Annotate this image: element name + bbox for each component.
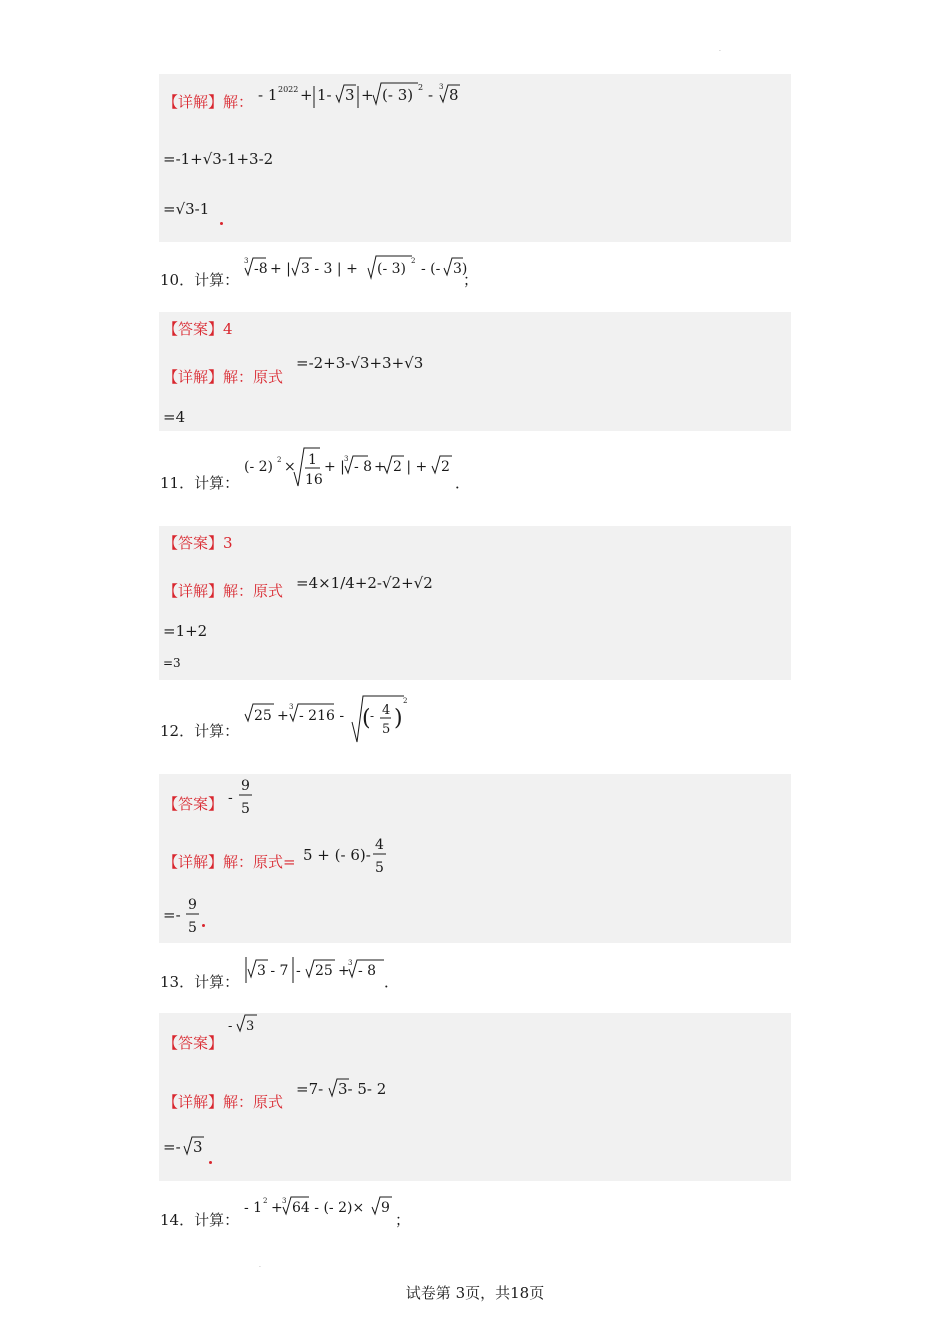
- item10-expression: [244, 254, 474, 288]
- svg-text:5: 5: [382, 722, 391, 737]
- svg-text:5: 5: [188, 920, 197, 936]
- item12-detail-expression: [303, 834, 403, 878]
- item13-answer-line: [163, 1032, 223, 1053]
- svg-text:=-: =-: [163, 1138, 181, 1156]
- svg-text:-: -: [228, 1019, 233, 1034]
- item12-answer-value: [228, 776, 258, 820]
- margin-mark: .: [259, 1262, 261, 1269]
- svg-text:(- 3): (- 3): [377, 261, 407, 277]
- svg-text:- 216 -: - 216 -: [299, 708, 345, 724]
- item13-detail-line: [163, 1091, 283, 1112]
- item9-step2: =√3-1: [163, 200, 210, 218]
- detail-label: 【详解】: [163, 93, 224, 111]
- svg-text:-: -: [428, 86, 434, 104]
- svg-text:9: 9: [241, 778, 250, 794]
- svg-text:+: +: [361, 86, 374, 104]
- item13-answer-value: [228, 1012, 268, 1038]
- detail-label: 【详解】: [163, 582, 224, 600]
- svg-text:×: ×: [284, 459, 296, 475]
- svg-text:1-: 1-: [317, 86, 332, 104]
- original-label: 原式: [253, 853, 284, 871]
- detail-label: 【详解】: [163, 368, 224, 386]
- item11-detail-line: [163, 580, 283, 601]
- svg-text:5 + (- 6)-: 5 + (- 6)-: [303, 846, 371, 864]
- item14-end: ；: [395, 1211, 411, 1229]
- svg-text:25: 25: [315, 963, 333, 979]
- svg-text:+: +: [338, 963, 350, 979]
- margin-mark: .: [719, 46, 721, 53]
- svg-text:- 8: - 8: [354, 459, 373, 475]
- original-label: 原式: [253, 582, 284, 600]
- solve-label: 解：: [223, 1093, 254, 1111]
- svg-text:(: (: [362, 706, 371, 731]
- item10-number: 10．计算：: [160, 271, 240, 289]
- svg-text:2 | +: 2 | +: [393, 459, 428, 475]
- item10-detail-line: [163, 366, 283, 387]
- item14-number: 14．计算：: [160, 1211, 240, 1229]
- svg-text:2: 2: [403, 697, 408, 705]
- item13-end: ．: [384, 973, 400, 991]
- item14-expression: [244, 1192, 404, 1222]
- item11-step1: =1+2: [163, 622, 208, 640]
- answer-label: 【答案】: [163, 534, 224, 552]
- item10-step1: =4: [163, 408, 186, 426]
- svg-text:8: 8: [449, 86, 459, 104]
- detail-label: 【详解】: [163, 853, 224, 871]
- item10-end: ；: [463, 271, 479, 289]
- svg-text:2: 2: [418, 83, 424, 92]
- item12-expression: [244, 692, 424, 748]
- svg-text:- 8: - 8: [358, 963, 377, 979]
- svg-text:-8: -8: [254, 261, 268, 277]
- svg-text:(- 2): (- 2): [244, 459, 274, 475]
- svg-text:=-: =-: [163, 906, 181, 924]
- svg-text:3: 3: [244, 257, 249, 265]
- item11-detail-expression: =4×1/4+2-√2+√2: [296, 574, 433, 592]
- svg-text:+ |: + |: [324, 459, 345, 475]
- svg-text:9: 9: [188, 897, 197, 913]
- svg-text:+: +: [374, 459, 386, 475]
- item13-number: 13．计算：: [160, 973, 240, 991]
- item12-answer-line: [163, 793, 223, 814]
- svg-text:2: 2: [277, 456, 282, 464]
- svg-text:-: -: [296, 963, 301, 979]
- svg-text:2: 2: [441, 459, 450, 475]
- answer-value: 3: [223, 534, 233, 552]
- item11-answer-box: [159, 526, 791, 680]
- item10-answer-line: [163, 318, 233, 339]
- solve-label: 解：: [223, 853, 254, 871]
- svg-text:3: 3: [344, 455, 349, 463]
- svg-text:-: -: [370, 709, 375, 723]
- svg-text:3: 3: [345, 86, 355, 104]
- red-period: [202, 924, 205, 927]
- item9-step1: =-1+√3-1+3-2: [163, 150, 274, 168]
- svg-text:2: 2: [411, 257, 416, 265]
- svg-text:-: -: [228, 790, 233, 806]
- item13-detail-expression: [296, 1074, 406, 1102]
- svg-text:=7-: =7-: [296, 1080, 324, 1098]
- solve-label: 解：: [223, 368, 254, 386]
- svg-text:25: 25: [254, 708, 272, 724]
- item11-number: 11．计算：: [160, 474, 240, 492]
- svg-text:3): 3): [453, 261, 468, 277]
- svg-text:3: 3: [348, 959, 353, 967]
- svg-text:64 - (- 2)×: 64 - (- 2)×: [292, 1200, 365, 1216]
- red-period: [220, 222, 223, 225]
- svg-text:3 - 3 | +: 3 - 3 | +: [301, 261, 358, 277]
- item10-detail-expression: =-2+3-√3+3+√3: [296, 354, 424, 372]
- answer-value: 4: [223, 320, 233, 338]
- svg-text:4: 4: [382, 703, 391, 718]
- svg-text:3: 3: [246, 1019, 255, 1034]
- original-label: 原式: [253, 1093, 284, 1111]
- svg-text:3 - 7: 3 - 7: [257, 963, 289, 979]
- svg-text:3: 3: [439, 83, 444, 91]
- detail-label: 【详解】: [163, 1093, 224, 1111]
- svg-text:+ |: + |: [270, 261, 291, 277]
- item9-detail-expression: [258, 80, 478, 114]
- item9-detail-line: [163, 91, 253, 112]
- item11-step2: =3: [163, 656, 181, 670]
- svg-text:- (-: - (-: [421, 261, 441, 277]
- svg-text:(- 3): (- 3): [382, 86, 414, 104]
- svg-text:3: 3: [282, 1197, 287, 1205]
- solve-label: 解：: [223, 93, 254, 111]
- svg-text:4: 4: [375, 837, 384, 853]
- svg-text:16: 16: [305, 472, 323, 488]
- svg-text:2: 2: [263, 1197, 268, 1205]
- item13-expression: [244, 955, 394, 989]
- red-period: [209, 1161, 212, 1164]
- solve-label: 解：: [223, 582, 254, 600]
- item11-answer-line: [163, 532, 233, 553]
- svg-text:3: 3: [193, 1138, 203, 1156]
- answer-label: 【答案】: [163, 1034, 224, 1052]
- svg-text:+: +: [277, 708, 289, 724]
- item11-expression: [244, 446, 464, 492]
- item12-number: 12．计算：: [160, 722, 240, 740]
- page-footer: 试卷第 3页，共18页: [405, 1284, 545, 1302]
- svg-text:3- 5- 2: 3- 5- 2: [338, 1080, 387, 1098]
- item11-end: ．: [455, 474, 471, 492]
- answer-label: 【答案】: [163, 320, 224, 338]
- svg-text:- 1: - 1: [244, 1200, 263, 1216]
- svg-text:5: 5: [241, 801, 250, 817]
- svg-text:+: +: [300, 86, 313, 104]
- original-label: 原式: [253, 368, 284, 386]
- item13-step1: [163, 1132, 213, 1160]
- svg-text:5: 5: [375, 860, 384, 876]
- svg-text:+: +: [271, 1200, 283, 1216]
- svg-text:3: 3: [289, 703, 294, 711]
- svg-text:): ): [394, 706, 403, 731]
- svg-text:- 1: - 1: [258, 86, 278, 104]
- answer-label: 【答案】: [163, 795, 224, 813]
- svg-text:1: 1: [308, 452, 317, 468]
- item12-step1: [163, 894, 213, 938]
- item12-detail-line: 【详解】解：原式=: [163, 853, 296, 871]
- svg-text:2022: 2022: [278, 85, 299, 94]
- svg-text:9: 9: [381, 1200, 390, 1216]
